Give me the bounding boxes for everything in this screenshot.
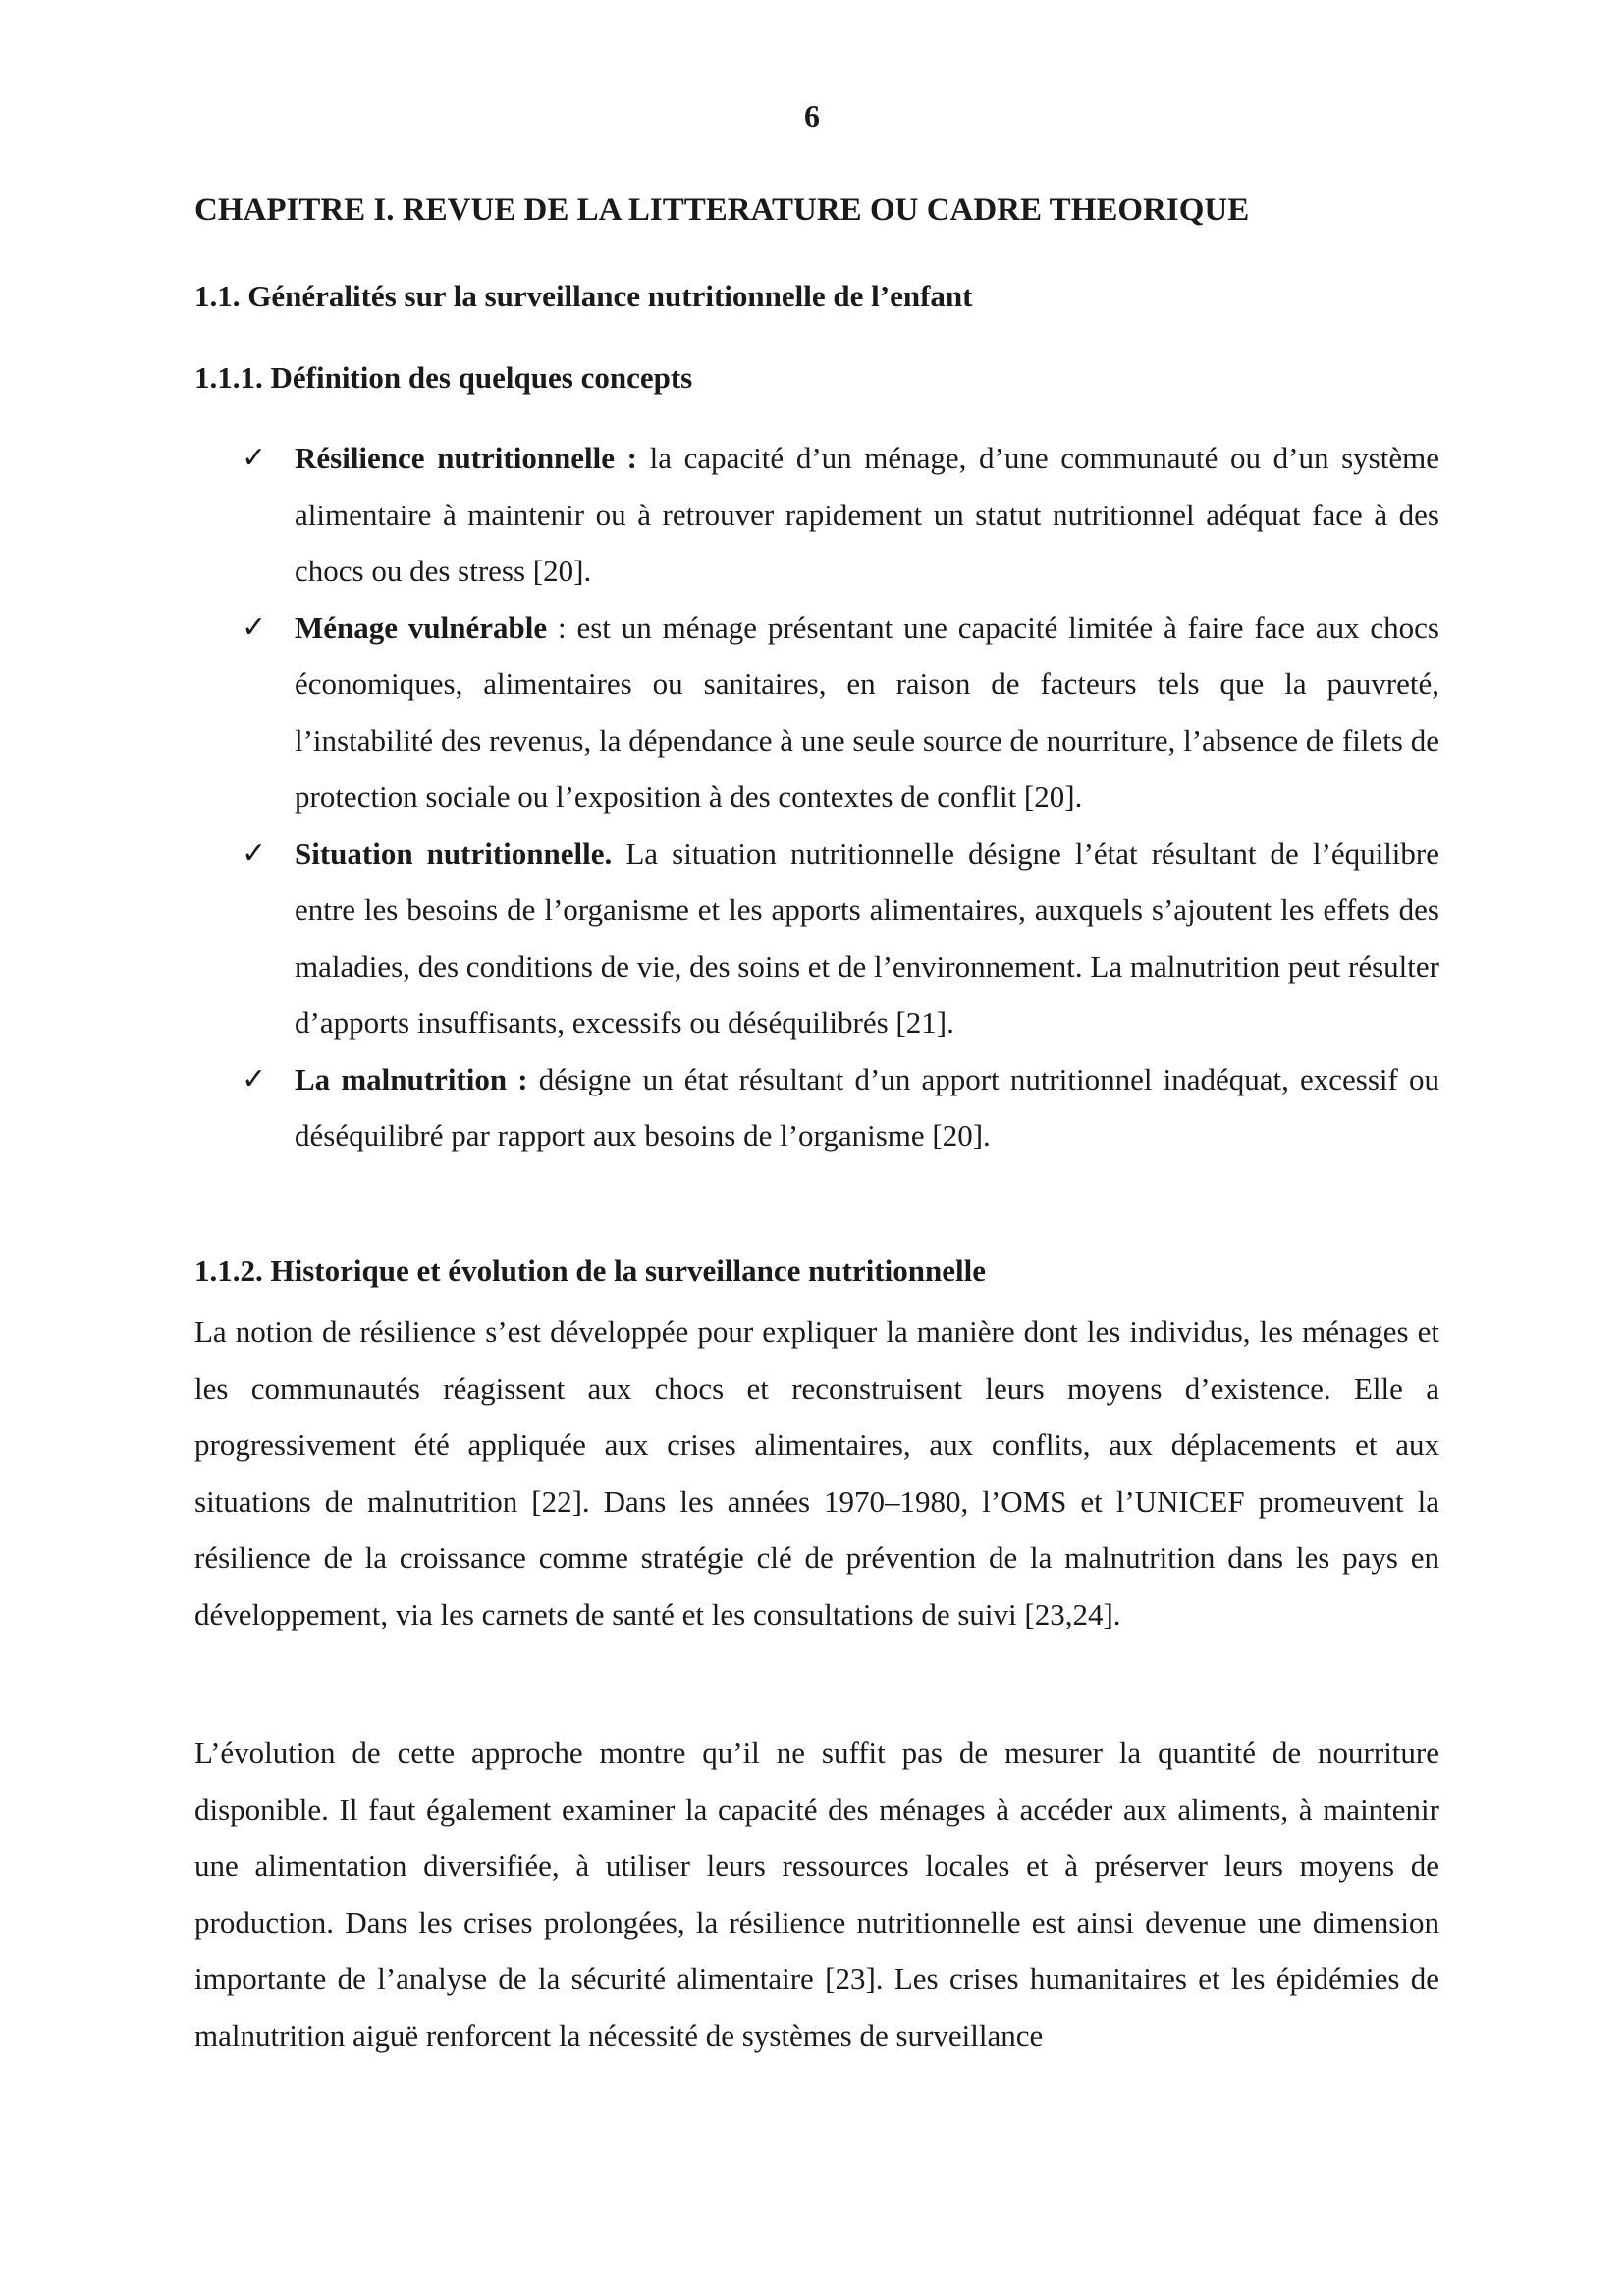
checkmark-icon: ✓ (242, 835, 267, 871)
definition-term: Résilience nutritionnelle : (295, 441, 638, 475)
definition-item-resilience (242, 430, 1439, 600)
definitions-list (242, 430, 1439, 1164)
definition-text: : est un ménage présentant une capacité limitée à faire face aux chocs économiques, alimentaires ou sanitaires, en raison de facteurs tels que la pauvreté, l’instabilité des revenus, la dépendance à une seule source de nourriture, l’absence de filets de protection sociale ou l’exposition à des contextes de conflit [20]. (295, 610, 1439, 814)
page-number: 6 (804, 98, 820, 133)
definition-item-menage (242, 600, 1439, 826)
subsection-definitions-title: 1.1.1. Définition des quelques concepts (194, 360, 693, 395)
section-title: 1.1. Généralités sur la surveillance nutritionnelle de l’enfant (194, 279, 973, 313)
definition-term: Situation nutritionnelle. (295, 835, 613, 871)
definition-text: la capacité d’un ménage, d’une communauté ou d’un système alimentaire à maintenir ou à retrouver rapidement un statut nutritionnel adéquat face à des chocs ou des stress [20]. (295, 441, 1439, 588)
definition-term: La malnutrition : (295, 1061, 528, 1096)
checkmark-icon: ✓ (242, 1061, 267, 1096)
checkmark-icon: ✓ (242, 610, 267, 645)
body-paragraph: La notion de résilience s’est développée pour expliquer la manière dont les individus, les ménages et les communautés réagissent aux chocs et reconstruisent leurs moyens d’existence. Elle a progressivement été appliquée aux crises alimentaires, aux conflits, aux déplacements et aux situations de malnutrition [22]. Dans les années 1970–1980, l’OMS et l’UNICEF promeuvent la résilience de la croissance comme stratégie clé de prévention de la malnutrition dans les pays en développement, via les carnets de santé et les consultations de suivi [23,24]. (194, 1314, 1439, 1631)
definition-item-malnutrition (242, 1051, 1439, 1164)
definition-item-situation (242, 826, 1439, 1051)
definition-term: Ménage vulnérable (295, 610, 548, 645)
body-paragraph: L’évolution de cette approche montre qu’il ne suffit pas de mesurer la quantité de nourriture disponible. Il faut également examiner la capacité des ménages à accéder aux aliments, à maintenir une alimentation diversifiée, à utiliser leurs ressources locales et à préserver leurs moyens de production. Dans les crises prolongées, la résilience nutritionnelle est ainsi devenue une dimension importante de l’analyse de la sécurité alimentaire [23]. Les crises humanitaires et les épidémies de malnutrition aiguë renforcent la nécessité de systèmes de surveillance (194, 1735, 1439, 2053)
definition-text: désigne un état résultant d’un apport nutritionnel inadéquat, excessif ou déséquilibré par rapport aux besoins de l’organisme [20]. (295, 1061, 1439, 1152)
chapter-title: CHAPITRE I. REVUE DE LA LITTERATURE OU CADRE THEORIQUE (194, 192, 1250, 228)
checkmark-icon: ✓ (242, 441, 267, 475)
definition-text: La situation nutritionnelle désigne l’état résultant de l’équilibre entre les besoins de l’organisme et les apports alimentaires, auxquels s’ajoutent les effets des maladies, des conditions de vie, des soins et de l’environnement. La malnutrition peut résulter d’apports insuffisants, excessifs ou déséquilibrés [21]. (295, 835, 1440, 1040)
subsection-history-title: 1.1.2. Historique et évolution de la surveillance nutritionnelle (194, 1254, 986, 1288)
